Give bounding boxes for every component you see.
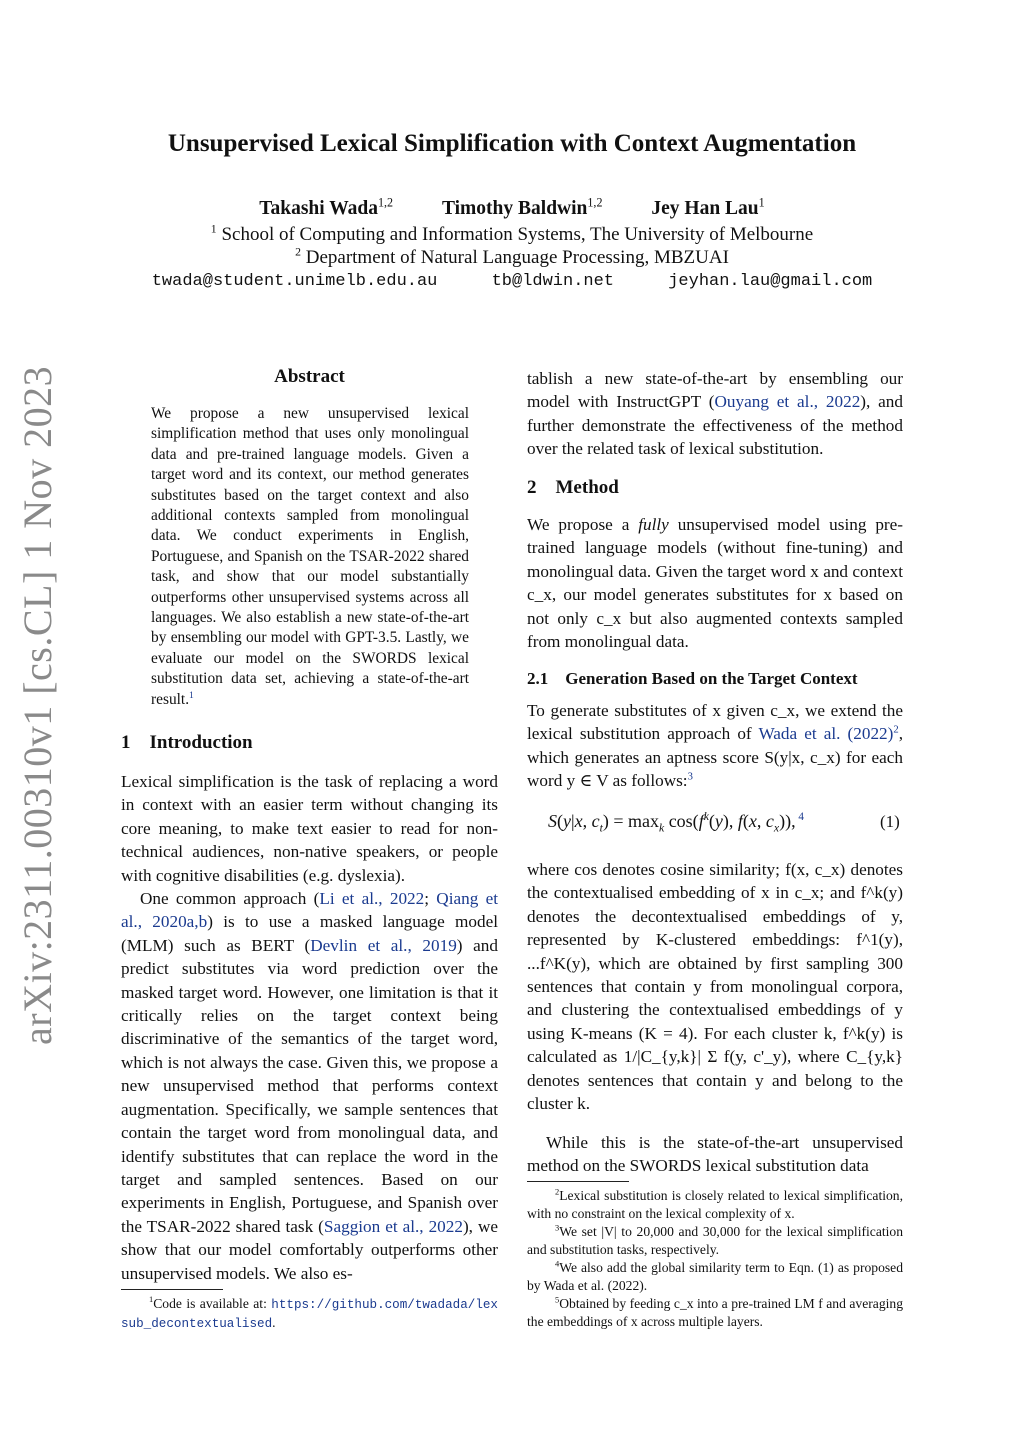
email[interactable]: tb@ldwin.net: [491, 272, 615, 291]
intro-continuation: tablish a new state-of-the-art by ensembling our model with InstructGPT (Ouyang et al., 2022), and further demonstrate the effectiveness of the method over the related task of lexical substitution.: [527, 369, 903, 459]
email-list: [0, 272, 1024, 291]
method-last-paragraph: While this is the state-of-the-art unsupervised method on the SWORDS lexical substitution data: [527, 1133, 903, 1176]
footnotes: $^2$Lexical substitution is closely related to lexical simplification, with no constraint on the lexical complexity of x. $^3$We set |V| to 20,000 and 30,000 for the lexical simplification and substitution tasks, respectively. $^4$We also add the global similarity term to Eqn. (1) as proposed by Wada et al. (2022). $^5$Obtained by feeding c_x into a pre-trained LM f and averaging the embeddings of x across multiple layers.: [527, 1186, 903, 1329]
footnote-ref[interactable]: 1: [189, 689, 194, 701]
method-body: We propose a fully unsupervised model using pre-trained language models (without fine-tuning) and monolingual data. Given the target word x and context c_x, our model generates substitutes for x based on not only c_x but also augmented contexts sampled from monolingual data.: [527, 515, 903, 652]
section-heading: 2 Method: [527, 477, 619, 498]
citation-link[interactable]: Saggion et al., 2022: [323, 1216, 463, 1236]
footnote: $^1$Code is available at: https://github.com/twadada/lexsub_decontextualised.: [121, 1294, 498, 1331]
paragraph: Lexical simplification is the task of replacing a word in context with an easier term without changing its core meaning, to make text easier to read for non-technical audiences, non-native speakers, or people with cognitive disabilities (e.g. dyslexia).: [121, 772, 498, 885]
equation: S(y|x, $c_t) = \max_k \cos(f^k(y)$, f(x, $c_x$)), $^4$: [548, 810, 804, 835]
email[interactable]: jeyhan.lau@gmail.com: [668, 272, 873, 291]
footnote-rule: [121, 1289, 223, 1290]
affiliation: $^1$ School of Computing and Information Systems, The University of Melbourne: [210, 222, 814, 245]
author: Jey Han Lau$^1$: [651, 195, 765, 219]
citation-link[interactable]: Qiang et al., 2020a,b: [121, 889, 498, 932]
intro-body: [121, 770, 498, 1285]
arxiv-stamp: arXiv:2311.00310v1 [cs.CL] 1 Nov 2023: [15, 365, 60, 1045]
citation-link[interactable]: Devlin et al., 2019: [310, 935, 457, 955]
citation-link[interactable]: Wada et al. (2022): [758, 724, 894, 744]
author-list: [0, 195, 1024, 220]
paper-title: Unsupervised Lexical Simplification with Context Augmentation: [167, 130, 857, 157]
method-detail-body: where cos denotes cosine similarity; f(x, c_x) denotes the contextualised embedding of x in c_x; and f^k(y) denotes the decontextualised embeddings of y, represented by K-clustered embeddings: f^1(y), ...f^K(y), which are obtained by first sampling 300 sentences that contain y from monolingual corpora, and clustering the contextualised embeddings of y using K-means (K = 4). For each cluster k, f^k(y) is calculated as 1/|C_{y,k}| Σ f(y, c'_y), where C_{y,k} denotes sentences that contain y and belong to the cluster k.: [527, 860, 903, 1114]
abstract-heading: Abstract: [274, 366, 345, 387]
paragraph: One common approach (Li et al., 2022; Qiang et al., 2020a,b) is to use a masked language model (MLM) such as BERT (Devlin et al., 2019) and predict substitutes via word prediction over the masked target word. However, one limitation is that it critically relies on the target context being discriminative of the semantics of the target word, which is not always the case. Given this, we propose a new unsupervised method that performs context augmentation. Specifically, we sample sentences that contain the target word from monolingual data, and identify substitutes that can replace the word in the target and sampled sentences. Based on our experiments in English, Portuguese, and Spanish over the TSAR-2022 shared task (Saggion et al., 2022), we show that our model comfortably outperforms other unsupervised models. We also es-: [121, 889, 498, 1283]
author: Takashi Wada$^{1,2}$: [259, 195, 394, 219]
code-url-link[interactable]: https://github.com/twadada/lexsub_decontextualised: [121, 1298, 498, 1331]
abstract-text: We propose a new unsupervised lexical simplification method that uses only monolingual data and pre-trained language models. Given a target word and its context, our method generates substitutes based on the target context and also additional contexts sampled from monolingual data. We conduct experiments in English, Portuguese, and Spanish on the TSAR-2022 shared task, and show that our model substantially outperforms other unsupervised systems across all languages. We also establish a new state-of-the-art by ensembling our model with GPT-3.5. Lastly, we evaluate our model on the SWORDS lexical substitution data set, achieving a state-of-the-art result.$^1$: [151, 405, 469, 708]
equation-number: (1): [880, 812, 900, 831]
citation-link[interactable]: Ouyang et al., 2022: [714, 392, 861, 412]
author: Timothy Baldwin$^{1,2}$: [441, 195, 603, 219]
citation-link[interactable]: Li et al., 2022: [319, 889, 425, 909]
footnote-rule: [527, 1181, 629, 1182]
section-heading: 1 Introduction: [121, 732, 253, 753]
affiliation: $^2$ Department of Natural Language Processing, MBZUAI: [295, 245, 729, 268]
email[interactable]: twada@student.unimelb.edu.au: [151, 272, 438, 291]
generation-body: To generate substitutes of x given c_x, we extend the lexical substitution approach of Wada et al. $(2022)^2$, which generates an aptness score S(y|x, c_x) for each word y ∈ V as follows:$^3$: [527, 701, 903, 791]
subsection-heading: 2.1 Generation Based on the Target Context: [527, 669, 858, 688]
